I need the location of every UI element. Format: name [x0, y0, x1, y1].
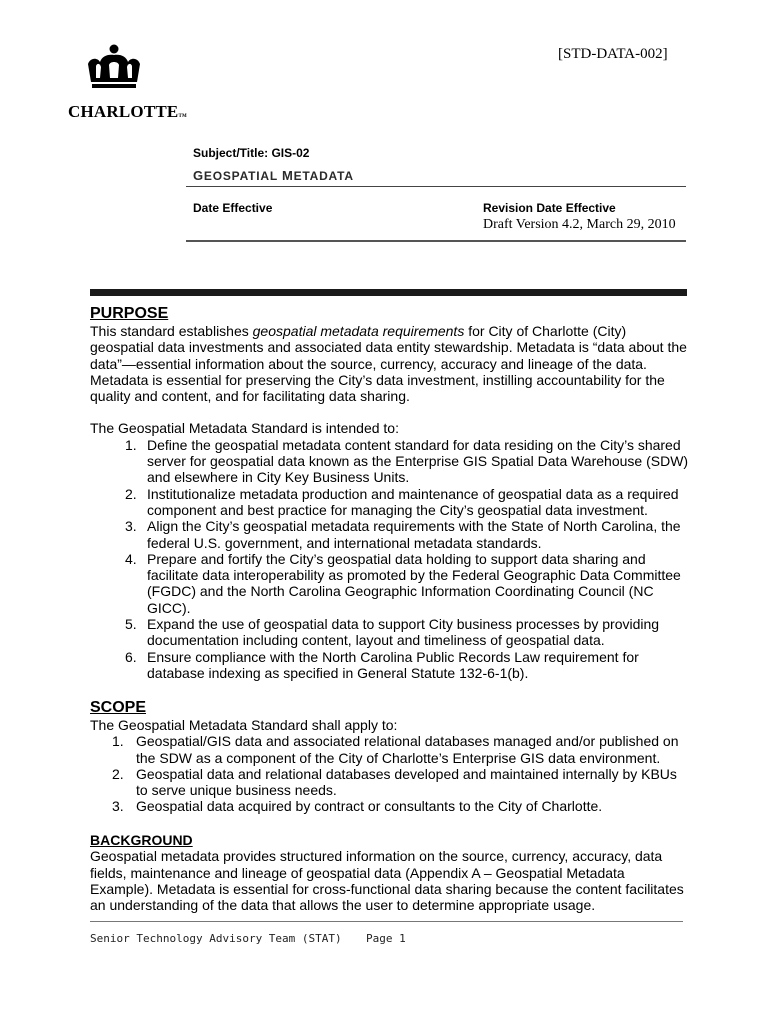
purpose-section	[90, 305, 690, 681]
list-text: Align the City’s geospatial metadata requirements with the State of North Carolina, the federal U.S. government, and international metadata standards.	[147, 518, 681, 551]
footer-team: Senior Technology Advisory Team (STAT)	[90, 932, 342, 945]
title-rest-2: ETADATA	[293, 169, 354, 183]
list-number: 1.	[112, 733, 124, 750]
purpose-intro: The Geospatial Metadata Standard is intended to:	[90, 420, 399, 437]
list-item	[90, 551, 690, 616]
purpose-list	[90, 437, 690, 681]
list-text: Geospatial data acquired by contract or consultants to the City of Charlotte.	[136, 798, 603, 815]
document-header	[186, 146, 686, 233]
footer-page-number: Page 1	[366, 932, 406, 945]
background-heading: BACKGROUND	[90, 832, 193, 848]
list-item	[90, 733, 690, 766]
revision-value: Draft Version 4.2, March 29, 2010	[483, 217, 676, 232]
purpose-text-italic: geospatial metadata requirements	[252, 323, 465, 339]
list-text: Prepare and fortify the City’s geospatial data holding to support data sharing and facilitate data interoperability as promoted by the Federal Geographic Data Committee (FGDC) and the North Carolina Geographic Information Coordinating Council (NC GICC).	[147, 550, 681, 616]
list-text: Ensure compliance with the North Carolina Public Records Law requirement for database indexing as specified in General Statute 132-6-1(b).	[147, 648, 639, 681]
title-cap-1: G	[193, 168, 204, 183]
background-section	[90, 832, 690, 913]
charlotte-logo	[68, 44, 187, 121]
list-text: Geospatial data and relational databases developed and maintained internally by KBUs to serve unique business needs.	[136, 765, 677, 799]
list-number: 1.	[125, 436, 137, 453]
list-item	[90, 766, 690, 799]
footer-rule	[90, 921, 683, 922]
logo-wordmark	[68, 102, 187, 122]
list-text: Expand the use of geospatial data to support City business processes by providing documentation including content, layout and timeliness of geospatial data.	[147, 616, 660, 649]
list-text: Define the geospatial metadata content standard for data residing on the City’s shared server for geospatial data known as the Enterprise GIS Spatial Data Warehouse (SDW) and elsewhere in City Key Business Units.	[147, 436, 689, 486]
revision-label: Revision Date Effective	[483, 201, 616, 215]
date-row	[186, 187, 686, 233]
list-number: 2.	[125, 485, 137, 502]
title-rest-1: EOSPATIAL	[203, 169, 278, 183]
list-number: 6.	[125, 648, 137, 665]
header-rule	[186, 240, 686, 242]
date-effective-label: Date Effective	[193, 201, 273, 215]
list-number: 3.	[112, 798, 124, 815]
list-number: 4.	[125, 550, 137, 567]
purpose-heading: PURPOSE	[90, 305, 169, 322]
purpose-text-b: for City of Charlotte (City) geospatial data investments and associated data entity stewardship. Metadata is “data about the data”—essential information about the source, currency, accuracy and lineage of the data. Metadata is essential for preserving the City’s data investment, instilling accountability for the quality and content, and for facilitating data sharing.	[90, 323, 687, 405]
list-text: Institutionalize metadata production and maintenance of geospatial data as a required component and best practice for managing the City’s geospatial data investment.	[147, 485, 679, 518]
list-item	[90, 798, 690, 814]
crown-icon	[82, 44, 146, 100]
list-item	[90, 616, 690, 649]
list-number: 3.	[125, 518, 137, 535]
scope-section	[90, 699, 690, 815]
scope-intro: The Geospatial Metadata Standard shall apply to:	[90, 717, 398, 733]
title-cap-2: M	[281, 168, 294, 183]
subject-title: Subject/Title: GIS-02	[193, 146, 310, 160]
standard-code: [STD-DATA-002]	[558, 46, 668, 62]
list-text: Geospatial/GIS data and associated relational databases managed and/or published on the SDW as a component of the City of Charlotte’s Enterprise GIS data environment.	[136, 733, 679, 766]
list-item	[90, 649, 690, 682]
section-divider	[90, 289, 687, 296]
list-item	[90, 486, 690, 519]
list-item	[90, 437, 690, 486]
logo-trademark: TM	[178, 114, 187, 119]
list-number: 5.	[125, 616, 137, 633]
document-title	[193, 168, 686, 183]
purpose-text-a: This standard establishes	[90, 323, 253, 339]
scope-heading: SCOPE	[90, 699, 147, 716]
list-number: 2.	[112, 765, 124, 782]
list-item	[90, 518, 690, 551]
logo-text: CHARLOTTE	[68, 102, 179, 121]
purpose-paragraph	[90, 323, 690, 404]
scope-list	[90, 733, 690, 814]
background-paragraph: Geospatial metadata provides structured information on the source, currency, accuracy, data fields, maintenance and lineage of geospatial data (Appendix A – Geospatial Metadata Example). Metadata is essential for cross-functional data sharing because the content facilitates an understanding of the data that allows the user to determine appropriate usage.	[90, 848, 684, 914]
